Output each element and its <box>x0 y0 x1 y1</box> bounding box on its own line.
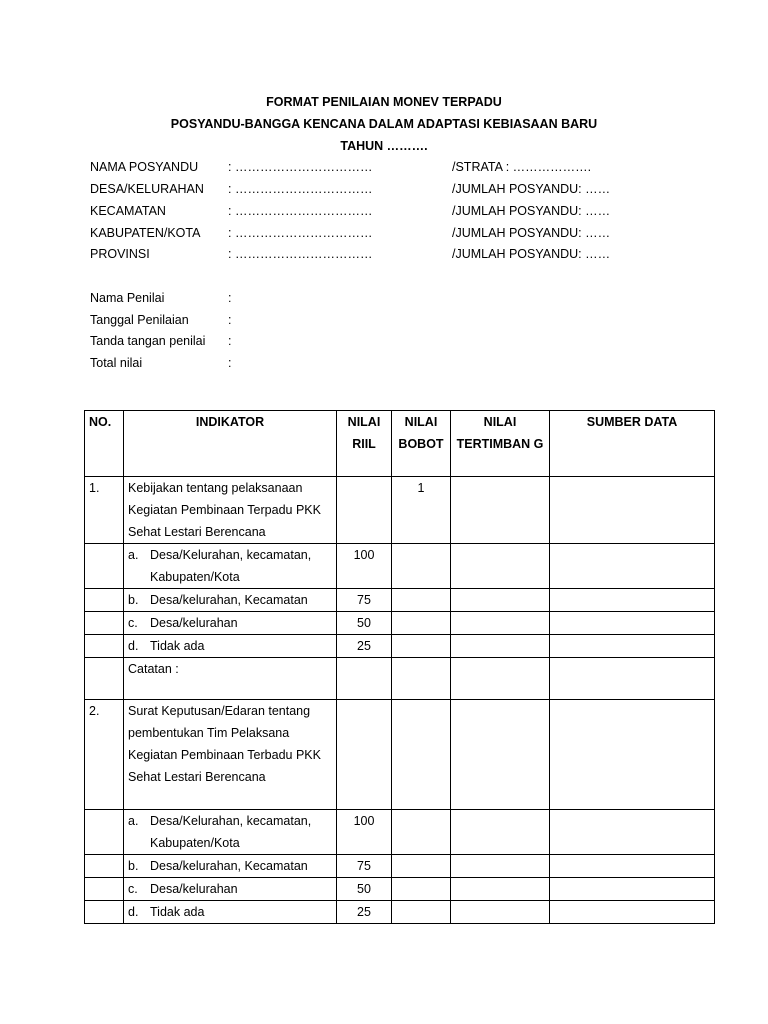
field-value: : …………………………… <box>228 204 373 218</box>
row-number: 1. <box>85 477 124 544</box>
field-label: Total nilai <box>90 356 143 370</box>
sumber-data-cell <box>550 700 715 810</box>
field-label: PROVINSI <box>90 247 150 261</box>
nilai-riil-cell <box>337 477 392 544</box>
document-title-2: POSYANDU-BANGGA KENCANA DALAM ADAPTASI KEBIASAAN BARU <box>170 117 598 131</box>
table-row <box>85 477 715 544</box>
sumber-data-cell <box>550 855 715 878</box>
nilai-tertimbang-cell <box>451 589 550 612</box>
field-jumlah-posyandu: /JUMLAH POSYANDU: …… <box>452 247 611 261</box>
header-nilai-tertimbang: NILAI TERTIMBAN G <box>451 411 550 477</box>
indicator-text: Surat Keputusan/Edaran tentang pembentukan Tim Pelaksana Kegiatan Pembinaan Terbadu PKK Sehat Lestari Berencana <box>124 700 337 810</box>
sumber-data-cell <box>550 544 715 589</box>
header-nilai-bobot: NILAI BOBOT <box>392 411 451 477</box>
option-text <box>124 810 337 855</box>
assessment-table <box>84 410 715 924</box>
field-value: : <box>228 313 232 327</box>
option-text <box>124 635 337 658</box>
field-label: Tanda tangan penilai <box>90 334 206 348</box>
row-number <box>85 612 124 635</box>
nilai-riil-cell: 50 <box>337 612 392 635</box>
table-row <box>85 544 715 589</box>
table-row <box>85 700 715 810</box>
header-indikator: INDIKATOR <box>124 411 337 477</box>
header-nilai-riil: NILAI RIIL <box>337 411 392 477</box>
option-letter: b. <box>128 859 139 873</box>
nilai-bobot-cell <box>392 544 451 589</box>
option-label: Tidak ada <box>150 639 205 653</box>
table-row <box>85 658 715 700</box>
nilai-riil-cell: 25 <box>337 635 392 658</box>
nilai-tertimbang-cell <box>451 901 550 924</box>
nilai-riil-cell: 100 <box>337 810 392 855</box>
option-text <box>124 612 337 635</box>
field-strata: /STRATA : ………………. <box>452 160 592 174</box>
nilai-bobot-cell <box>392 901 451 924</box>
header-sumber-data: SUMBER DATA <box>550 411 715 477</box>
nilai-riil-cell <box>337 658 392 700</box>
nilai-riil-cell: 75 <box>337 589 392 612</box>
nilai-bobot-cell <box>392 878 451 901</box>
row-number <box>85 635 124 658</box>
option-letter: d. <box>128 639 139 653</box>
sumber-data-cell <box>550 635 715 658</box>
nilai-tertimbang-cell <box>451 544 550 589</box>
catatan-cell: Catatan : <box>124 658 337 700</box>
nilai-riil-cell: 50 <box>337 878 392 901</box>
field-label: KECAMATAN <box>90 204 166 218</box>
option-text <box>124 855 337 878</box>
field-label: DESA/KELURAHAN <box>90 182 204 196</box>
field-label: Tanggal Penilaian <box>90 313 189 327</box>
option-label: Desa/kelurahan <box>150 882 238 896</box>
option-text <box>124 878 337 901</box>
table-row <box>85 901 715 924</box>
table-row <box>85 589 715 612</box>
field-label: Nama Penilai <box>90 291 165 305</box>
nilai-riil-cell: 75 <box>337 855 392 878</box>
field-jumlah-posyandu: /JUMLAH POSYANDU: …… <box>452 204 611 218</box>
header-no: NO. <box>85 411 124 477</box>
field-value: : <box>228 291 232 305</box>
table-row <box>85 810 715 855</box>
nilai-tertimbang-cell <box>451 700 550 810</box>
nilai-tertimbang-cell <box>451 635 550 658</box>
nilai-tertimbang-cell <box>451 855 550 878</box>
option-label: Desa/Kelurahan, kecamatan, Kabupaten/Kota <box>150 814 312 850</box>
nilai-riil-cell: 100 <box>337 544 392 589</box>
field-value: : …………………………… <box>228 226 373 240</box>
option-text <box>124 589 337 612</box>
nilai-riil-cell <box>337 700 392 810</box>
document-title-3: TAHUN ………. <box>340 139 428 153</box>
sumber-data-cell <box>550 878 715 901</box>
row-number <box>85 589 124 612</box>
nilai-bobot-cell <box>392 589 451 612</box>
row-number <box>85 810 124 855</box>
option-letter: a. <box>128 814 139 828</box>
field-label: NAMA POSYANDU <box>90 160 199 174</box>
row-number: 2. <box>85 700 124 810</box>
row-number <box>85 544 124 589</box>
nilai-bobot-cell <box>392 700 451 810</box>
nilai-bobot-cell <box>392 810 451 855</box>
nilai-bobot-cell <box>392 612 451 635</box>
sumber-data-cell <box>550 901 715 924</box>
table-row <box>85 612 715 635</box>
nilai-tertimbang-cell <box>451 810 550 855</box>
field-label: KABUPATEN/KOTA <box>90 226 201 240</box>
row-number <box>85 901 124 924</box>
sumber-data-cell <box>550 589 715 612</box>
sumber-data-cell <box>550 810 715 855</box>
field-value: : …………………………… <box>228 160 373 174</box>
field-jumlah-posyandu: /JUMLAH POSYANDU: …… <box>452 182 611 196</box>
option-letter: b. <box>128 593 139 607</box>
option-label: Desa/kelurahan <box>150 616 238 630</box>
document-title-1: FORMAT PENILAIAN MONEV TERPADU <box>266 95 502 109</box>
table-header-row <box>85 411 715 477</box>
option-letter: d. <box>128 905 139 919</box>
option-letter: c. <box>128 882 138 896</box>
option-label: Desa/kelurahan, Kecamatan <box>150 593 308 607</box>
option-letter: a. <box>128 548 139 562</box>
field-value: : <box>228 334 232 348</box>
field-value: : <box>228 356 232 370</box>
row-number <box>85 855 124 878</box>
option-letter: c. <box>128 616 138 630</box>
nilai-tertimbang-cell <box>451 477 550 544</box>
option-text <box>124 544 337 589</box>
row-number <box>85 878 124 901</box>
row-number <box>85 658 124 700</box>
nilai-bobot-cell <box>392 635 451 658</box>
nilai-bobot-cell <box>392 658 451 700</box>
field-value: : …………………………… <box>228 247 373 261</box>
nilai-tertimbang-cell <box>451 658 550 700</box>
table-row <box>85 635 715 658</box>
nilai-riil-cell: 25 <box>337 901 392 924</box>
nilai-tertimbang-cell <box>451 612 550 635</box>
sumber-data-cell <box>550 477 715 544</box>
field-value: : …………………………… <box>228 182 373 196</box>
option-label: Desa/kelurahan, Kecamatan <box>150 859 308 873</box>
option-label: Desa/Kelurahan, kecamatan, Kabupaten/Kota <box>150 548 312 584</box>
nilai-bobot-cell <box>392 855 451 878</box>
table-row <box>85 855 715 878</box>
sumber-data-cell <box>550 612 715 635</box>
sumber-data-cell <box>550 658 715 700</box>
indicator-text: Kebijakan tentang pelaksanaan Kegiatan Pembinaan Terpadu PKK Sehat Lestari Berencana <box>124 477 337 544</box>
table-row <box>85 878 715 901</box>
option-label: Tidak ada <box>150 905 205 919</box>
nilai-tertimbang-cell <box>451 878 550 901</box>
field-jumlah-posyandu: /JUMLAH POSYANDU: …… <box>452 226 611 240</box>
option-text <box>124 901 337 924</box>
nilai-bobot-cell: 1 <box>392 477 451 544</box>
